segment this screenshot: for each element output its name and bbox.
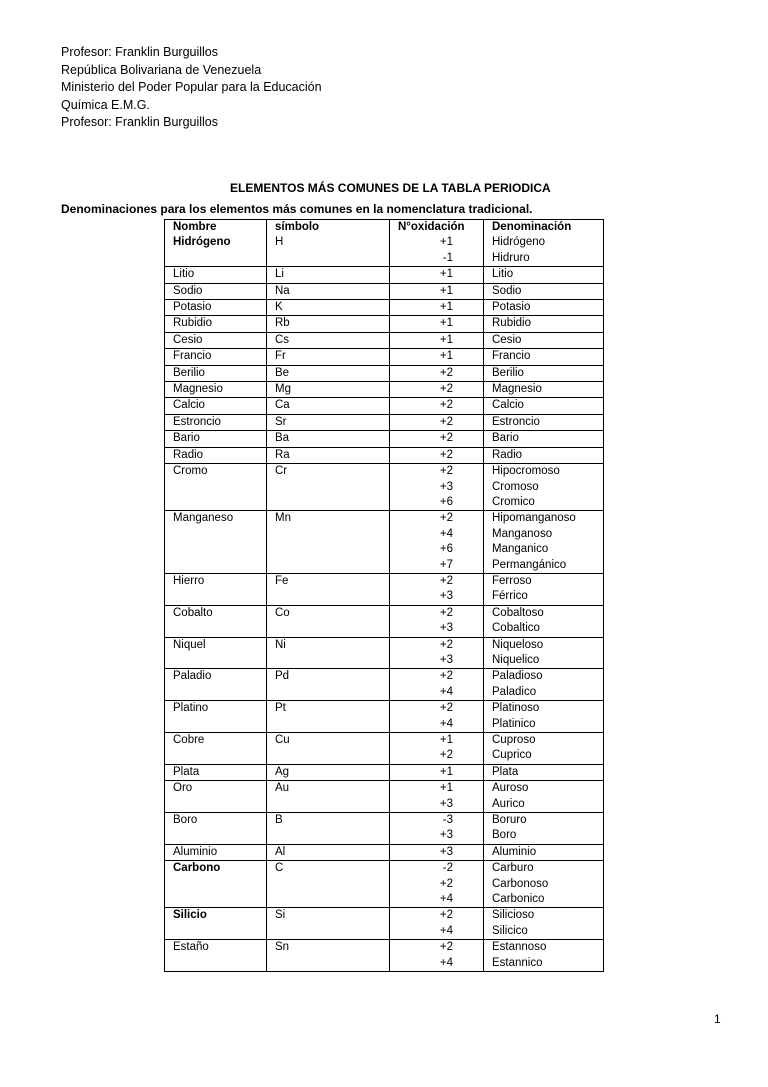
oxidation-state-cell: +1 bbox=[390, 349, 484, 365]
table-row bbox=[165, 653, 604, 669]
denomination-cell: Manganico bbox=[484, 542, 604, 557]
oxidation-state-cell: +3 bbox=[390, 589, 484, 605]
table-row bbox=[165, 431, 604, 447]
table-row bbox=[165, 924, 604, 940]
denomination-cell: Estannico bbox=[484, 956, 604, 972]
elements-table bbox=[164, 219, 604, 972]
element-symbol-cell: Ni bbox=[267, 637, 390, 653]
oxidation-state-cell: +2 bbox=[390, 382, 484, 398]
element-symbol-cell: Mg bbox=[267, 382, 390, 398]
table-row bbox=[165, 861, 604, 877]
element-symbol-cell bbox=[267, 558, 390, 574]
element-name-cell: Bario bbox=[165, 431, 267, 447]
denomination-cell: Cobaltico bbox=[484, 621, 604, 637]
table-row bbox=[165, 573, 604, 589]
denomination-cell: Carbonico bbox=[484, 892, 604, 908]
element-symbol-cell: Pd bbox=[267, 669, 390, 685]
element-symbol-cell bbox=[267, 589, 390, 605]
element-name-cell bbox=[165, 480, 267, 495]
oxidation-state-cell: +3 bbox=[390, 653, 484, 669]
element-symbol-cell: Si bbox=[267, 908, 390, 924]
element-name-cell: Cromo bbox=[165, 464, 267, 480]
table-row bbox=[165, 495, 604, 511]
table-row bbox=[165, 733, 604, 749]
oxidation-state-cell: +1 bbox=[390, 235, 484, 250]
table-row bbox=[165, 267, 604, 283]
element-name-cell bbox=[165, 797, 267, 813]
element-symbol-cell: Fr bbox=[267, 349, 390, 365]
oxidation-state-cell: +7 bbox=[390, 558, 484, 574]
denomination-cell: Plata bbox=[484, 764, 604, 780]
table-row bbox=[165, 251, 604, 267]
denomination-cell: Paladico bbox=[484, 685, 604, 701]
oxidation-state-cell: +2 bbox=[390, 605, 484, 621]
oxidation-state-cell: +2 bbox=[390, 877, 484, 892]
oxidation-state-cell: +2 bbox=[390, 511, 484, 527]
element-symbol-cell: Na bbox=[267, 283, 390, 299]
oxidation-state-cell: -2 bbox=[390, 861, 484, 877]
table-row bbox=[165, 558, 604, 574]
denomination-cell: Cesio bbox=[484, 332, 604, 348]
table-row bbox=[165, 877, 604, 892]
element-symbol-cell: Be bbox=[267, 365, 390, 381]
column-header-oxidation: N°oxidación bbox=[390, 220, 484, 236]
oxidation-state-cell: +1 bbox=[390, 283, 484, 299]
oxidation-state-cell: +1 bbox=[390, 764, 484, 780]
element-name-cell: Aluminio bbox=[165, 844, 267, 860]
table-header-row bbox=[165, 220, 604, 236]
element-name-cell bbox=[165, 892, 267, 908]
element-name-cell: Oro bbox=[165, 781, 267, 797]
element-name-cell bbox=[165, 717, 267, 733]
header-line: Profesor: Franklin Burguillos bbox=[61, 115, 219, 130]
element-name-cell: Carbono bbox=[165, 861, 267, 877]
denomination-cell: Platinoso bbox=[484, 701, 604, 717]
element-name-cell bbox=[165, 653, 267, 669]
element-name-cell: Niquel bbox=[165, 637, 267, 653]
oxidation-state-cell: +2 bbox=[390, 940, 484, 956]
element-name-cell: Rubidio bbox=[165, 316, 267, 332]
denomination-cell: Cromoso bbox=[484, 480, 604, 495]
table-row bbox=[165, 605, 604, 621]
denomination-cell: Francio bbox=[484, 349, 604, 365]
header-line: Profesor: Franklin Burguillos bbox=[61, 45, 219, 59]
table-row bbox=[165, 621, 604, 637]
element-name-cell: Boro bbox=[165, 813, 267, 829]
oxidation-state-cell: +2 bbox=[390, 464, 484, 480]
table-row bbox=[165, 828, 604, 844]
oxidation-state-cell: +2 bbox=[390, 414, 484, 430]
element-name-cell bbox=[165, 251, 267, 267]
element-name-cell bbox=[165, 542, 267, 557]
denomination-cell: Cromico bbox=[484, 495, 604, 511]
denomination-cell: Cuprico bbox=[484, 748, 604, 764]
elements-table-body bbox=[165, 235, 604, 971]
oxidation-state-cell: +1 bbox=[390, 781, 484, 797]
denomination-cell: Férrico bbox=[484, 589, 604, 605]
denomination-cell: Platinico bbox=[484, 717, 604, 733]
denomination-cell: Cobaltoso bbox=[484, 605, 604, 621]
element-name-cell bbox=[165, 877, 267, 892]
element-symbol-cell: Al bbox=[267, 844, 390, 860]
table-row bbox=[165, 764, 604, 780]
header-line: Química E.M.G. bbox=[61, 97, 150, 112]
element-name-cell: Cesio bbox=[165, 332, 267, 348]
element-symbol-cell bbox=[267, 717, 390, 733]
table-row bbox=[165, 956, 604, 972]
element-name-cell: Plata bbox=[165, 764, 267, 780]
oxidation-state-cell: +6 bbox=[390, 495, 484, 511]
table-row bbox=[165, 908, 604, 924]
denomination-cell: Niquelico bbox=[484, 653, 604, 669]
oxidation-state-cell: +3 bbox=[390, 844, 484, 860]
element-symbol-cell: K bbox=[267, 300, 390, 316]
oxidation-state-cell: +4 bbox=[390, 892, 484, 908]
denomination-cell: Aluminio bbox=[484, 844, 604, 860]
table-row bbox=[165, 527, 604, 542]
element-name-cell bbox=[165, 924, 267, 940]
element-symbol-cell: Rb bbox=[267, 316, 390, 332]
oxidation-state-cell: +4 bbox=[390, 685, 484, 701]
element-name-cell bbox=[165, 527, 267, 542]
oxidation-state-cell: +1 bbox=[390, 733, 484, 749]
document-subtitle: Denominaciones para los elementos más comunes en la nomenclatura tradicional. bbox=[61, 202, 533, 216]
element-symbol-cell bbox=[267, 748, 390, 764]
oxidation-state-cell: +3 bbox=[390, 828, 484, 844]
table-row bbox=[165, 542, 604, 557]
table-row bbox=[165, 797, 604, 813]
element-symbol-cell: Sr bbox=[267, 414, 390, 430]
oxidation-state-cell: +4 bbox=[390, 924, 484, 940]
oxidation-state-cell: +4 bbox=[390, 956, 484, 972]
element-name-cell: Hierro bbox=[165, 573, 267, 589]
table-row bbox=[165, 685, 604, 701]
element-symbol-cell bbox=[267, 621, 390, 637]
table-row bbox=[165, 701, 604, 717]
table-row bbox=[165, 398, 604, 414]
oxidation-state-cell: +2 bbox=[390, 398, 484, 414]
document-header bbox=[61, 44, 322, 132]
oxidation-state-cell: +3 bbox=[390, 621, 484, 637]
oxidation-state-cell: +2 bbox=[390, 748, 484, 764]
element-symbol-cell: Pt bbox=[267, 701, 390, 717]
table-row bbox=[165, 447, 604, 463]
element-name-cell bbox=[165, 748, 267, 764]
denomination-cell: Hidrógeno bbox=[484, 235, 604, 250]
element-symbol-cell: Cr bbox=[267, 464, 390, 480]
denomination-cell: Niqueloso bbox=[484, 637, 604, 653]
oxidation-state-cell: +2 bbox=[390, 447, 484, 463]
denomination-cell: Cuproso bbox=[484, 733, 604, 749]
table-row bbox=[165, 813, 604, 829]
element-name-cell bbox=[165, 589, 267, 605]
table-row bbox=[165, 637, 604, 653]
denomination-cell: Potasio bbox=[484, 300, 604, 316]
table-row bbox=[165, 283, 604, 299]
element-symbol-cell: Fe bbox=[267, 573, 390, 589]
oxidation-state-cell: +1 bbox=[390, 267, 484, 283]
oxidation-state-cell: +1 bbox=[390, 316, 484, 332]
table-row bbox=[165, 717, 604, 733]
element-name-cell: Calcio bbox=[165, 398, 267, 414]
element-name-cell bbox=[165, 495, 267, 511]
oxidation-state-cell: +1 bbox=[390, 332, 484, 348]
element-symbol-cell bbox=[267, 480, 390, 495]
element-symbol-cell bbox=[267, 685, 390, 701]
table-row bbox=[165, 316, 604, 332]
element-symbol-cell bbox=[267, 251, 390, 267]
oxidation-state-cell: +2 bbox=[390, 637, 484, 653]
element-name-cell: Radio bbox=[165, 447, 267, 463]
element-symbol-cell: Cu bbox=[267, 733, 390, 749]
element-symbol-cell bbox=[267, 924, 390, 940]
oxidation-state-cell: +2 bbox=[390, 908, 484, 924]
element-symbol-cell bbox=[267, 495, 390, 511]
element-name-cell: Hidrógeno bbox=[165, 235, 267, 250]
element-symbol-cell: H bbox=[267, 235, 390, 250]
element-name-cell: Berilio bbox=[165, 365, 267, 381]
element-symbol-cell bbox=[267, 797, 390, 813]
element-symbol-cell bbox=[267, 828, 390, 844]
element-symbol-cell: C bbox=[267, 861, 390, 877]
table-row bbox=[165, 480, 604, 495]
denomination-cell: Hipocromoso bbox=[484, 464, 604, 480]
oxidation-state-cell: +4 bbox=[390, 527, 484, 542]
table-row bbox=[165, 781, 604, 797]
element-symbol-cell: Cs bbox=[267, 332, 390, 348]
table-row bbox=[165, 844, 604, 860]
denomination-cell: Litio bbox=[484, 267, 604, 283]
element-symbol-cell bbox=[267, 892, 390, 908]
denomination-cell: Ferroso bbox=[484, 573, 604, 589]
denomination-cell: Aurico bbox=[484, 797, 604, 813]
denomination-cell: Radio bbox=[484, 447, 604, 463]
oxidation-state-cell: +2 bbox=[390, 431, 484, 447]
element-name-cell: Estroncio bbox=[165, 414, 267, 430]
oxidation-state-cell: +2 bbox=[390, 669, 484, 685]
oxidation-state-cell: +4 bbox=[390, 717, 484, 733]
oxidation-state-cell: +2 bbox=[390, 701, 484, 717]
element-symbol-cell: Ag bbox=[267, 764, 390, 780]
document-title: ELEMENTOS MÁS COMUNES DE LA TABLA PERIODICA bbox=[230, 181, 551, 195]
oxidation-state-cell: +6 bbox=[390, 542, 484, 557]
element-symbol-cell: Sn bbox=[267, 940, 390, 956]
denomination-cell: Hidruro bbox=[484, 251, 604, 267]
denomination-cell: Permangánico bbox=[484, 558, 604, 574]
element-symbol-cell bbox=[267, 956, 390, 972]
oxidation-state-cell: +1 bbox=[390, 300, 484, 316]
table-row bbox=[165, 892, 604, 908]
oxidation-state-cell: -3 bbox=[390, 813, 484, 829]
element-name-cell: Estaño bbox=[165, 940, 267, 956]
denomination-cell: Berilio bbox=[484, 365, 604, 381]
table-row bbox=[165, 235, 604, 250]
denomination-cell: Carbonoso bbox=[484, 877, 604, 892]
element-name-cell: Cobalto bbox=[165, 605, 267, 621]
table-row bbox=[165, 382, 604, 398]
element-name-cell: Cobre bbox=[165, 733, 267, 749]
denomination-cell: Sodio bbox=[484, 283, 604, 299]
denomination-cell: Auroso bbox=[484, 781, 604, 797]
table-row bbox=[165, 349, 604, 365]
element-name-cell: Sodio bbox=[165, 283, 267, 299]
denomination-cell: Silicioso bbox=[484, 908, 604, 924]
oxidation-state-cell: +3 bbox=[390, 797, 484, 813]
header-line: Ministerio del Poder Popular para la Educación bbox=[61, 80, 322, 95]
denomination-cell: Paladioso bbox=[484, 669, 604, 685]
oxidation-state-cell: +2 bbox=[390, 573, 484, 589]
denomination-cell: Manganoso bbox=[484, 527, 604, 542]
table-row bbox=[165, 511, 604, 527]
table-row bbox=[165, 748, 604, 764]
denomination-cell: Rubidio bbox=[484, 316, 604, 332]
column-header-denomination: Denominación bbox=[484, 220, 604, 236]
element-name-cell: Silicio bbox=[165, 908, 267, 924]
element-symbol-cell: Li bbox=[267, 267, 390, 283]
denomination-cell: Bario bbox=[484, 431, 604, 447]
element-symbol-cell: Ca bbox=[267, 398, 390, 414]
element-name-cell: Manganeso bbox=[165, 511, 267, 527]
element-symbol-cell bbox=[267, 653, 390, 669]
denomination-cell: Magnesio bbox=[484, 382, 604, 398]
column-header-name: Nombre bbox=[165, 220, 267, 236]
column-header-symbol: símbolo bbox=[267, 220, 390, 236]
table-row bbox=[165, 365, 604, 381]
table-row bbox=[165, 589, 604, 605]
element-name-cell bbox=[165, 558, 267, 574]
denomination-cell: Boruro bbox=[484, 813, 604, 829]
page-number: 1 bbox=[714, 1012, 721, 1026]
denomination-cell: Hipomanganoso bbox=[484, 511, 604, 527]
element-symbol-cell bbox=[267, 877, 390, 892]
header-line: República Bolivariana de Venezuela bbox=[61, 62, 262, 77]
element-symbol-cell: Co bbox=[267, 605, 390, 621]
element-name-cell: Potasio bbox=[165, 300, 267, 316]
table-row bbox=[165, 464, 604, 480]
table-row bbox=[165, 300, 604, 316]
element-name-cell: Platino bbox=[165, 701, 267, 717]
element-name-cell: Magnesio bbox=[165, 382, 267, 398]
element-name-cell bbox=[165, 828, 267, 844]
denomination-cell: Calcio bbox=[484, 398, 604, 414]
denomination-cell: Carburo bbox=[484, 861, 604, 877]
oxidation-state-cell: +3 bbox=[390, 480, 484, 495]
table-row bbox=[165, 332, 604, 348]
element-name-cell bbox=[165, 956, 267, 972]
oxidation-state-cell: +2 bbox=[390, 365, 484, 381]
element-symbol-cell: Ba bbox=[267, 431, 390, 447]
element-symbol-cell bbox=[267, 527, 390, 542]
denomination-cell: Estannoso bbox=[484, 940, 604, 956]
denomination-cell: Estroncio bbox=[484, 414, 604, 430]
oxidation-state-cell: -1 bbox=[390, 251, 484, 267]
element-name-cell: Francio bbox=[165, 349, 267, 365]
element-name-cell: Litio bbox=[165, 267, 267, 283]
denomination-cell: Silicico bbox=[484, 924, 604, 940]
element-name-cell bbox=[165, 621, 267, 637]
element-symbol-cell: Mn bbox=[267, 511, 390, 527]
table-row bbox=[165, 414, 604, 430]
table-row bbox=[165, 669, 604, 685]
element-symbol-cell: Ra bbox=[267, 447, 390, 463]
denomination-cell: Boro bbox=[484, 828, 604, 844]
element-name-cell: Paladio bbox=[165, 669, 267, 685]
table-row bbox=[165, 940, 604, 956]
element-symbol-cell bbox=[267, 542, 390, 557]
element-symbol-cell: B bbox=[267, 813, 390, 829]
element-name-cell bbox=[165, 685, 267, 701]
element-symbol-cell: Au bbox=[267, 781, 390, 797]
